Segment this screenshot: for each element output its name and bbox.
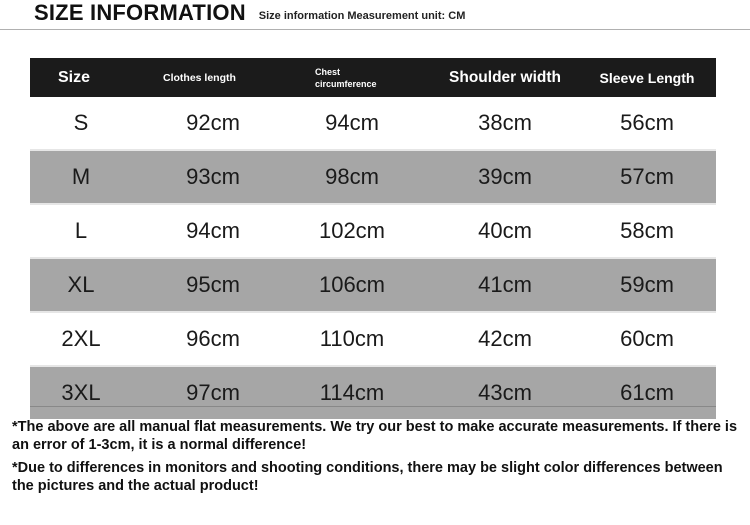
cell-sleeve: 59cm xyxy=(620,272,674,297)
disclaimer-notes xyxy=(12,418,742,495)
cell-size: L xyxy=(74,218,88,243)
header-chest-line1: Chest xyxy=(315,66,341,77)
cell-shoulder: 42cm xyxy=(478,326,532,351)
header-sleeve-length: Sleeve Length xyxy=(599,69,695,86)
cell-shoulder: 38cm xyxy=(478,110,532,135)
cell-sleeve: 57cm xyxy=(620,164,674,189)
header-shoulder-width: Shoulder width xyxy=(449,68,561,86)
cell-chest: 94cm xyxy=(325,110,379,135)
cell-shoulder: 40cm xyxy=(478,218,532,243)
table-row-xl xyxy=(30,259,716,311)
cell-size: S xyxy=(73,110,89,135)
cell-size: 2XL xyxy=(61,326,101,351)
cell-chest: 106cm xyxy=(318,272,386,297)
table-row-3xl xyxy=(30,367,716,419)
cell-chest: 98cm xyxy=(325,164,379,189)
page-header xyxy=(34,0,465,26)
table-bottom-border xyxy=(30,406,716,407)
cell-sleeve: 56cm xyxy=(620,110,674,135)
table-row-2xl xyxy=(30,313,716,365)
header-divider xyxy=(0,29,750,30)
cell-sleeve: 61cm xyxy=(620,380,674,405)
cell-shoulder: 41cm xyxy=(478,272,532,297)
color-disclaimer: *Due to differences in monitors and shooting conditions, there may be slight color differences between the pictures and the actual product! xyxy=(12,460,723,494)
cell-size: M xyxy=(71,164,91,189)
cell-clothes-length: 93cm xyxy=(186,164,240,189)
page-title: SIZE INFORMATION xyxy=(34,0,246,25)
cell-clothes-length: 95cm xyxy=(186,272,240,297)
measurement-unit-note: Size information Measurement unit: CM xyxy=(258,9,466,22)
cell-shoulder: 39cm xyxy=(478,164,532,189)
cell-size: 3XL xyxy=(61,380,101,405)
cell-clothes-length: 97cm xyxy=(186,380,240,405)
cell-size: XL xyxy=(67,272,95,297)
table-row-l xyxy=(30,205,716,257)
cell-chest: 114cm xyxy=(319,380,385,405)
header-chest-circumference xyxy=(315,58,435,97)
header-chest-line2: circumference xyxy=(315,78,377,89)
cell-sleeve: 60cm xyxy=(620,326,674,351)
cell-shoulder: 43cm xyxy=(478,380,532,405)
table-row-s xyxy=(30,97,716,149)
table-row-m xyxy=(30,151,716,203)
cell-chest: 110cm xyxy=(319,326,385,351)
cell-sleeve: 58cm xyxy=(620,218,674,243)
header-size: Size xyxy=(57,68,90,86)
cell-clothes-length: 96cm xyxy=(186,326,240,351)
cell-clothes-length: 92cm xyxy=(186,110,240,135)
size-table xyxy=(30,58,716,419)
table-header-row xyxy=(30,58,716,97)
cell-clothes-length: 94cm xyxy=(186,218,240,243)
header-clothes-length: Clothes length xyxy=(163,71,236,84)
measurement-disclaimer: *The above are all manual flat measurements. We try our best to make accurate measurements. If there is an error of 1-3cm, it is a normal difference! xyxy=(12,419,738,453)
cell-chest: 102cm xyxy=(318,218,386,243)
